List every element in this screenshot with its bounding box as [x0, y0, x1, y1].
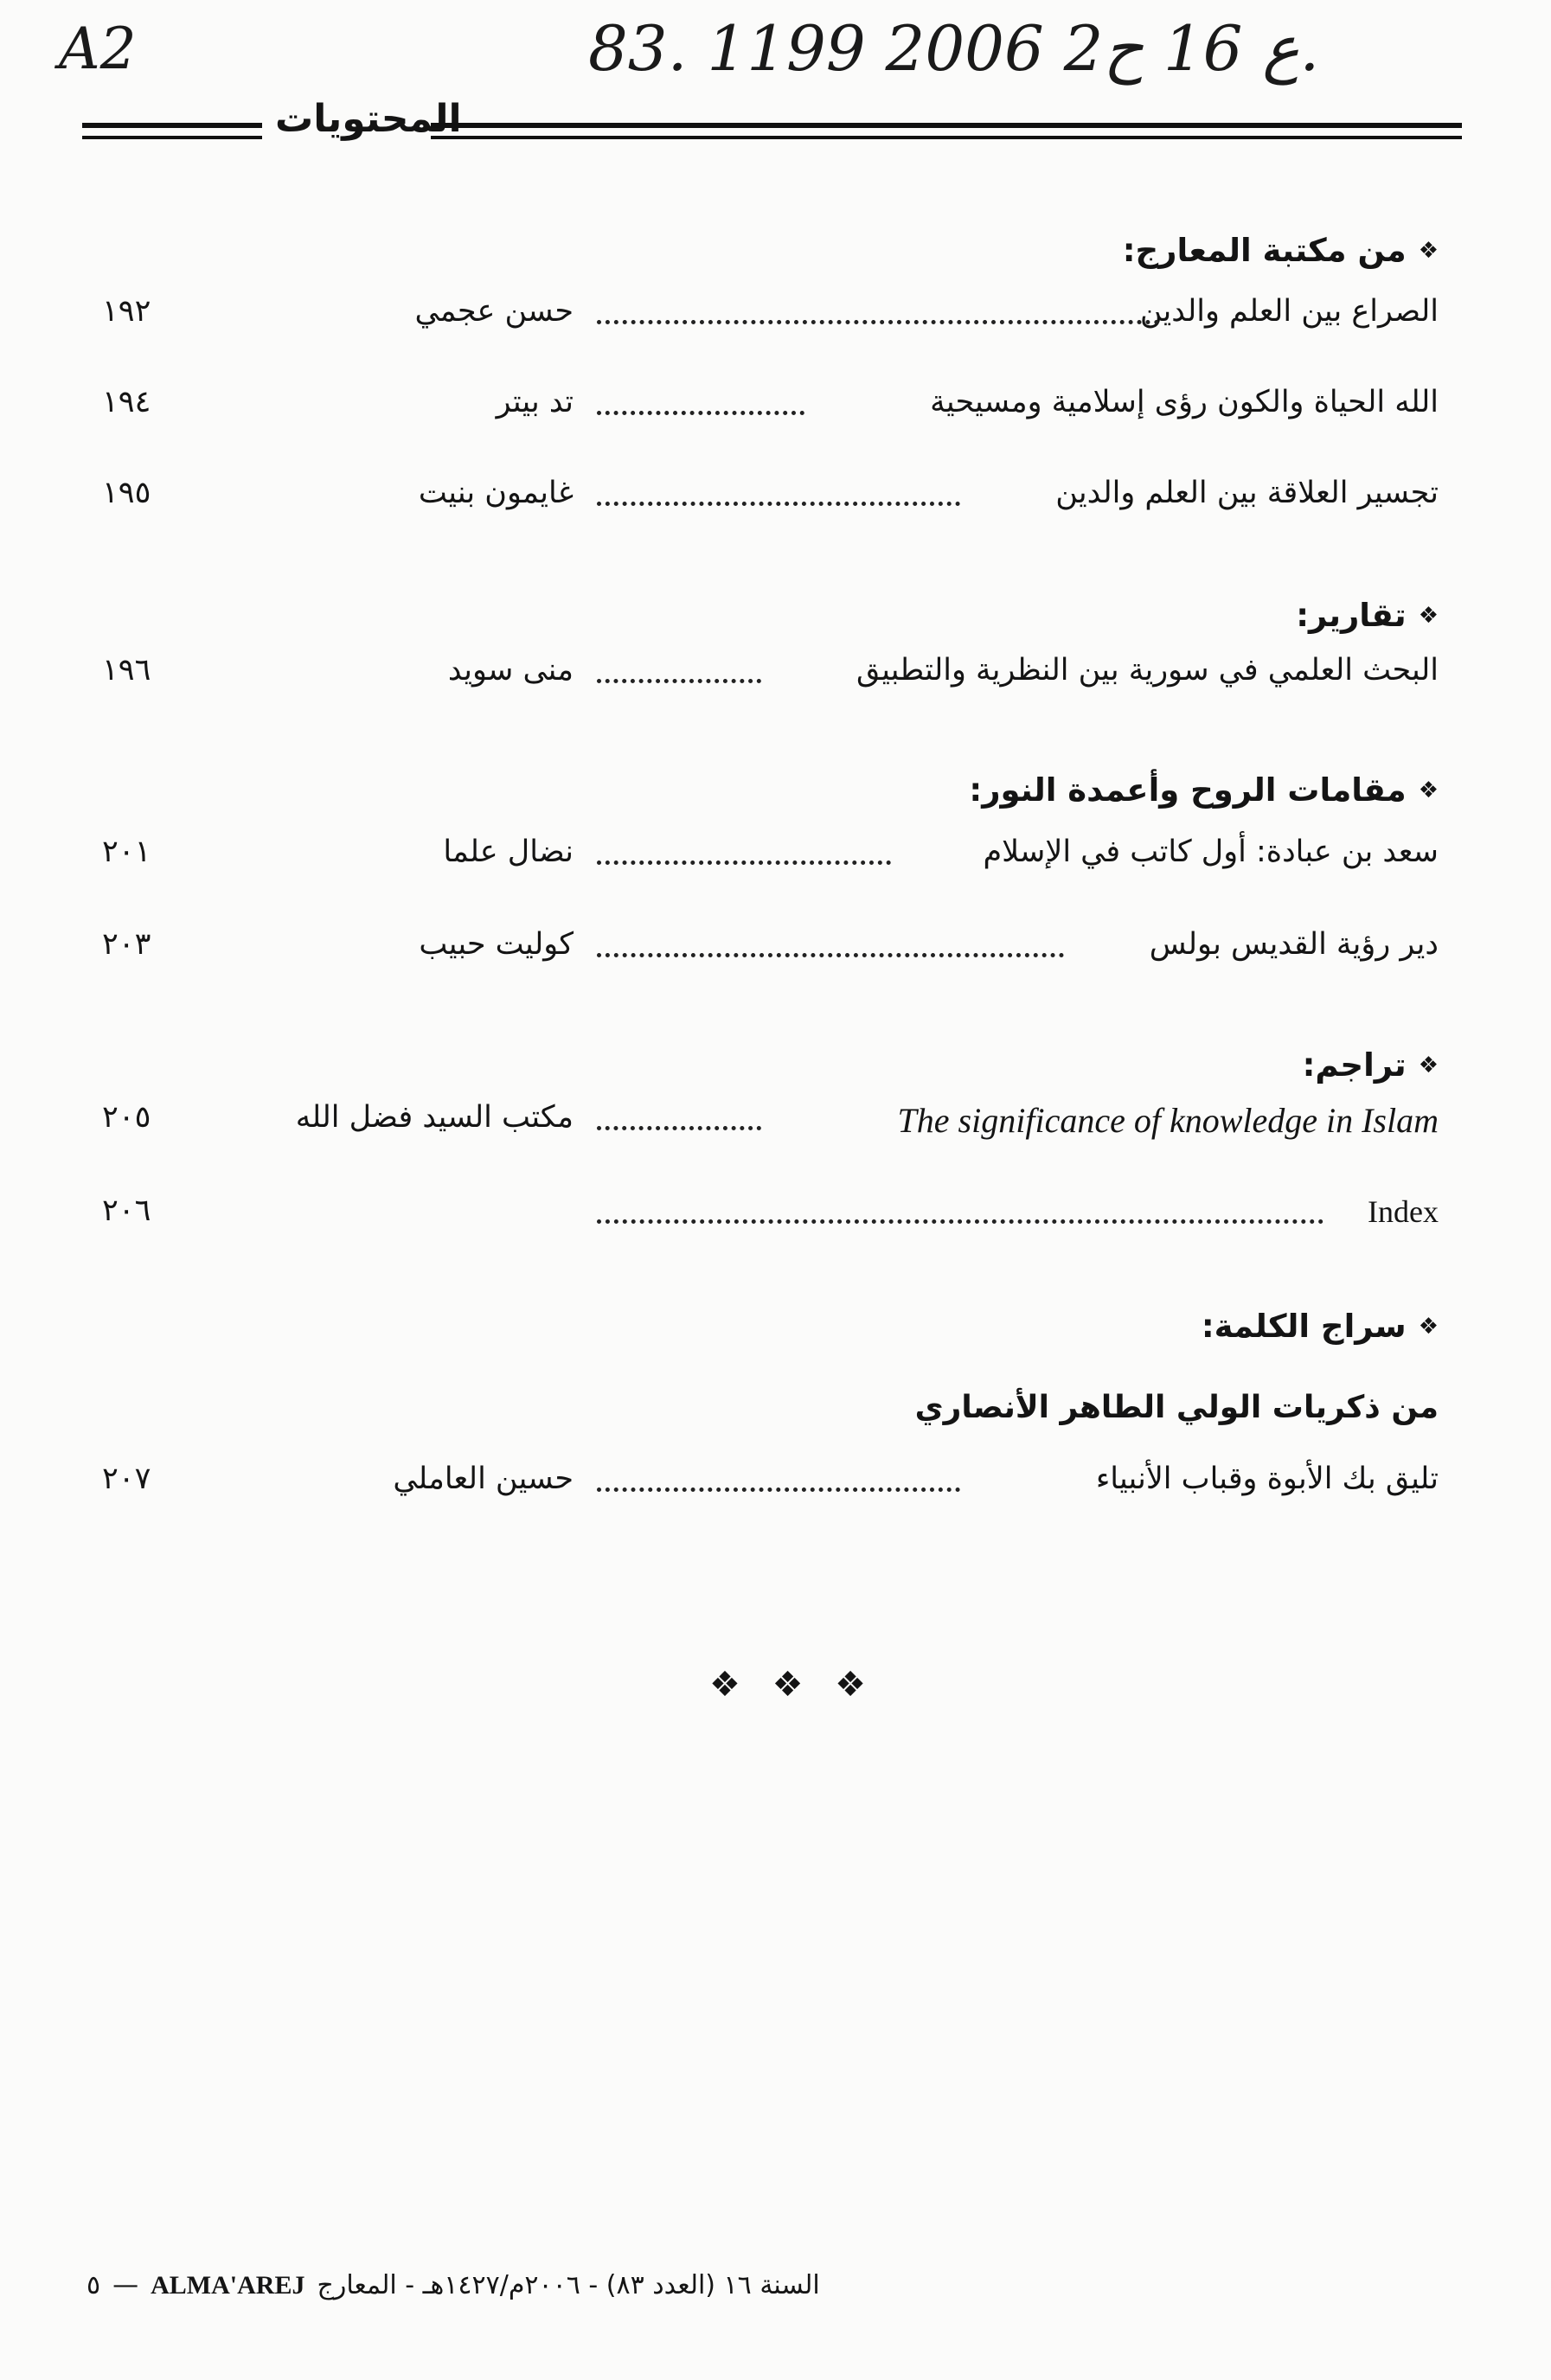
diamond-icon: ❖	[1418, 777, 1439, 803]
dot-leader	[597, 1219, 1323, 1224]
entry-page: ٢٠٣	[102, 927, 151, 962]
diamond-icon: ❖	[1418, 1314, 1439, 1340]
footer-journal-arabic: السنة ١٦ (العدد ٨٣) - ٢٠٠٦م/١٤٢٧هـ - المعارج	[317, 2270, 820, 2300]
dot-leader	[597, 411, 804, 415]
toc-entry[interactable]	[87, 476, 1439, 524]
footer-dash: —	[112, 2270, 139, 2300]
toc-entry[interactable]	[87, 1100, 1439, 1148]
section-heading-text: من مكتبة المعارج:	[1122, 232, 1407, 269]
section-heading	[1303, 1046, 1439, 1084]
toc-entry[interactable]	[87, 653, 1439, 701]
section-heading	[1202, 1308, 1439, 1345]
entry-page: ١٩٦	[102, 653, 151, 688]
entry-page: ٢٠١	[102, 835, 151, 869]
dot-leader	[597, 1126, 761, 1130]
toc-entry[interactable]	[87, 1462, 1439, 1510]
dot-leader	[597, 861, 891, 865]
toc-entry[interactable]	[87, 1193, 1439, 1242]
entry-title: سعد بن عبادة: أول كاتب في الإسلام	[983, 835, 1439, 869]
entry-author: تد بيتر	[496, 385, 574, 419]
entry-page: ١٩٥	[102, 476, 151, 510]
footer-page-number: ٥	[87, 2270, 101, 2300]
entry-page: ١٩٢	[102, 294, 151, 329]
entry-author: حسين العاملي	[393, 1462, 574, 1496]
end-ornament: ❖ ❖ ❖	[709, 1665, 877, 1705]
entry-title: البحث العلمي في سورية بين النظرية والتطبيق	[856, 653, 1439, 688]
footer-journal-latin: ALMA'AREJ	[151, 2271, 305, 2300]
section-heading	[969, 771, 1439, 809]
entry-author: كوليت حبيب	[419, 927, 574, 962]
dot-leader	[597, 679, 761, 683]
dot-leader	[597, 953, 1064, 957]
entry-title: تجسير العلاقة بين العلم والدين	[1055, 476, 1439, 510]
header-rule-right	[431, 123, 1462, 139]
entry-title: Index	[1368, 1194, 1439, 1229]
section-heading	[1123, 232, 1439, 269]
entry-author: مكتب السيد فضل الله	[295, 1100, 574, 1135]
dot-leader	[597, 1488, 960, 1492]
handwritten-code: A2	[59, 16, 137, 82]
entry-page: ٢٠٧	[102, 1462, 151, 1496]
entry-page: ١٩٤	[102, 385, 151, 419]
entry-author: حسن عجمي	[414, 294, 574, 329]
entry-title: تليق بك الأبوة وقباب الأنبياء	[1095, 1462, 1439, 1496]
section-heading-text: مقامات الروح وأعمدة النور:	[969, 771, 1407, 809]
section-heading-text: تراجم:	[1302, 1046, 1407, 1084]
diamond-icon: ❖	[1418, 1052, 1439, 1078]
entry-page: ٢٠٥	[102, 1100, 151, 1135]
entry-author: نضال علما	[443, 835, 574, 869]
page-footer	[87, 2270, 820, 2300]
entry-title: دير رؤية القديس بولس	[1149, 927, 1439, 962]
entry-author: منى سويد	[447, 653, 574, 688]
entry-author: غايمون بنيت	[418, 476, 574, 510]
section-subheading: من ذكريات الولي الطاهر الأنصاري	[914, 1390, 1439, 1425]
toc-entry[interactable]	[87, 385, 1439, 433]
entry-page: ٢٠٦	[102, 1193, 151, 1228]
handwritten-reference: 83. ع 16 ح2 2006 1199.	[588, 12, 1320, 85]
header-title: المحتويات	[275, 97, 462, 141]
toc-entry[interactable]	[87, 927, 1439, 976]
dot-leader	[597, 502, 960, 506]
entry-title: الله الحياة والكون رؤى إسلامية ومسيحية	[930, 385, 1439, 419]
section-heading-text: سراج الكلمة:	[1201, 1308, 1407, 1345]
entry-title: الصراع بين العلم والدين	[1139, 294, 1439, 329]
dot-leader	[597, 320, 1159, 324]
diamond-icon: ❖	[1418, 238, 1439, 264]
header-rule-left	[82, 123, 262, 139]
diamond-icon: ❖	[1418, 603, 1439, 629]
toc-entry[interactable]	[87, 835, 1439, 883]
section-heading-text: تقارير:	[1296, 597, 1407, 634]
toc-entry[interactable]	[87, 294, 1439, 342]
entry-title: The significance of knowledge in Islam	[897, 1101, 1439, 1140]
section-heading	[1296, 597, 1439, 634]
